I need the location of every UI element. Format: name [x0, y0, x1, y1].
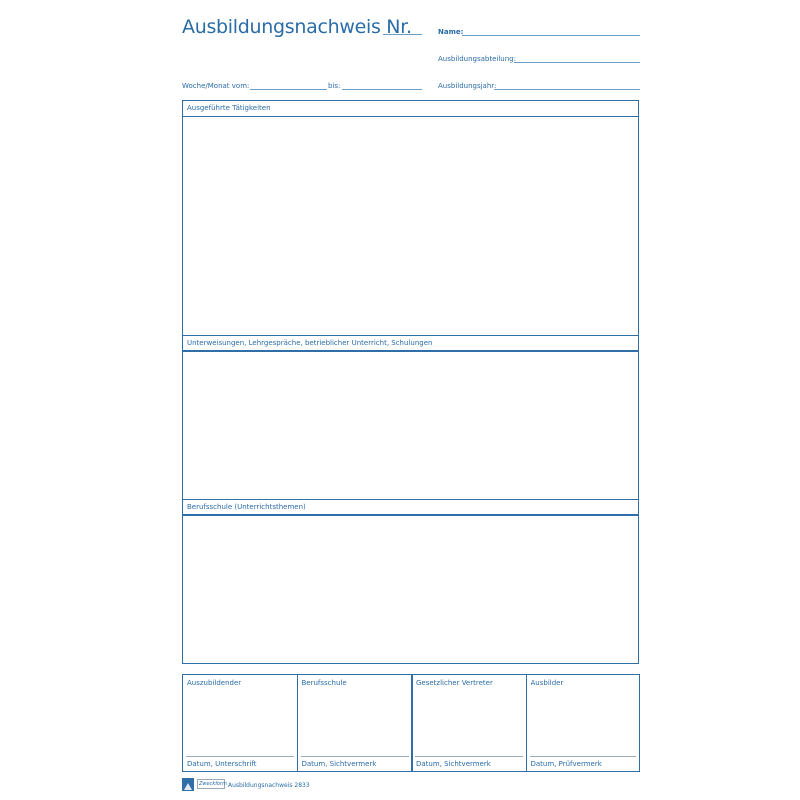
year-label: Ausbildungsjahr:	[438, 82, 497, 90]
name-label: Name:	[438, 28, 464, 36]
form-title: Ausbildungsnachweis Nr.	[182, 16, 412, 38]
signature-title: Ausbilder	[530, 679, 564, 687]
signature-footer: Datum, Sichtvermerk	[301, 760, 377, 768]
section-header-school: Berufsschule (Unterrichtsthemen)	[182, 499, 639, 516]
signature-line	[530, 756, 637, 757]
signature-title: Berufsschule	[301, 679, 347, 687]
signature-line	[186, 756, 294, 757]
week-from-field[interactable]	[250, 89, 327, 90]
department-label: Ausbildungsabteilung:	[438, 55, 516, 63]
signature-title: Gesetzlicher Vertreter	[416, 679, 493, 687]
signature-line	[415, 756, 523, 757]
section-header-activities: Ausgeführte Tätigkeiten	[182, 100, 639, 117]
signature-school[interactable]	[297, 674, 413, 772]
signature-trainer[interactable]	[526, 674, 641, 772]
activities-field[interactable]	[182, 116, 639, 336]
section-header-instruction: Unterweisungen, Lehrgespräche, betrieblicher Unterricht, Schulungen	[182, 335, 639, 352]
form-number: Ausbildungsnachweis 2833	[228, 782, 310, 789]
number-field[interactable]	[383, 34, 422, 35]
until-label: bis:	[328, 82, 341, 90]
signature-apprentice[interactable]	[182, 674, 298, 772]
school-field[interactable]	[182, 514, 639, 664]
signature-title: Auszubildender	[187, 679, 242, 687]
week-until-field[interactable]	[342, 89, 422, 90]
signature-footer: Datum, Unterschrift	[187, 760, 257, 768]
year-field[interactable]	[494, 89, 640, 90]
zweckform-logo: Zweckform	[199, 781, 227, 787]
avery-logo-icon	[182, 778, 194, 791]
name-field[interactable]	[462, 35, 640, 36]
signature-footer: Datum, Prüfvermerk	[530, 760, 602, 768]
week-label: Woche/Monat vom:	[182, 82, 250, 90]
signature-guardian[interactable]	[411, 674, 527, 772]
signature-line	[301, 756, 409, 757]
instruction-field[interactable]	[182, 350, 639, 500]
signature-footer: Datum, Sichtvermerk	[416, 760, 491, 768]
department-field[interactable]	[514, 62, 640, 63]
